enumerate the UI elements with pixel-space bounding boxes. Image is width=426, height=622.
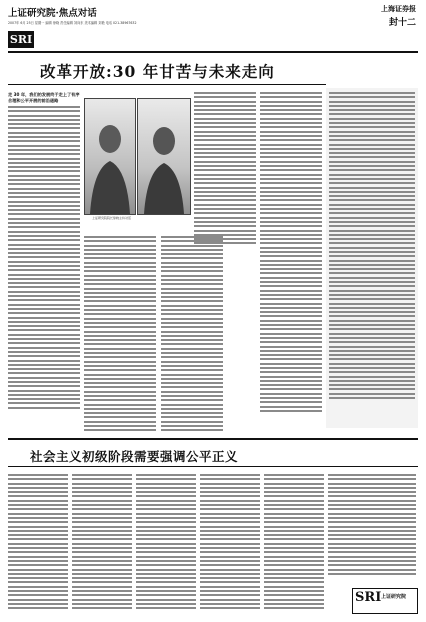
column-1: [8, 92, 80, 432]
footer-logo: [352, 588, 418, 614]
sidebar-text: [326, 88, 418, 399]
column-2-text: [84, 236, 156, 434]
sri-logo-icon: SRI: [355, 590, 382, 605]
second-article-title: 社会主义初级阶段需要强调公平正义: [30, 449, 239, 464]
column-1-text: [8, 106, 80, 409]
second-title-rule: [8, 466, 418, 467]
sidebar-panel: [326, 88, 418, 428]
second-col-5: [264, 474, 324, 612]
src-logo-icon: SRI: [9, 33, 33, 46]
portrait-photo-1: [84, 98, 136, 215]
second-col-4: [200, 474, 260, 612]
top-rule: [8, 51, 418, 53]
column-5-text: [260, 92, 322, 414]
article-title: 改革开放:30 年甘苦与未来走向: [40, 62, 275, 81]
column-name: 上海证券报: [381, 4, 416, 13]
second-col-2: [72, 474, 132, 612]
column-4-text: [194, 92, 256, 247]
second-col-1: [8, 474, 68, 612]
footer-brand: 上证研究院: [381, 594, 407, 600]
photo-caption: 上证研究院院长徐晓主持对话: [92, 216, 132, 220]
second-col-6: [328, 474, 416, 577]
masthead: [381, 4, 416, 28]
page-number: 封十二: [388, 18, 416, 28]
issue-meta: 2007年 6月 25日 星期一 编辑 徐晓 责任编辑 刘向东 美术编辑 刘艳 电话 021-38967632: [8, 21, 137, 25]
portrait-photo-2: [137, 98, 191, 215]
intro-heading: 走 30 年，我们的发展终于走上了有序合理和公平开展的前沿道路: [8, 92, 80, 103]
column-3-text: [161, 236, 223, 434]
section-divider: [8, 438, 418, 440]
section-title: 上证研究院·焦点对话: [8, 8, 97, 19]
second-col-3: [136, 474, 196, 612]
title-rule: [8, 84, 326, 85]
